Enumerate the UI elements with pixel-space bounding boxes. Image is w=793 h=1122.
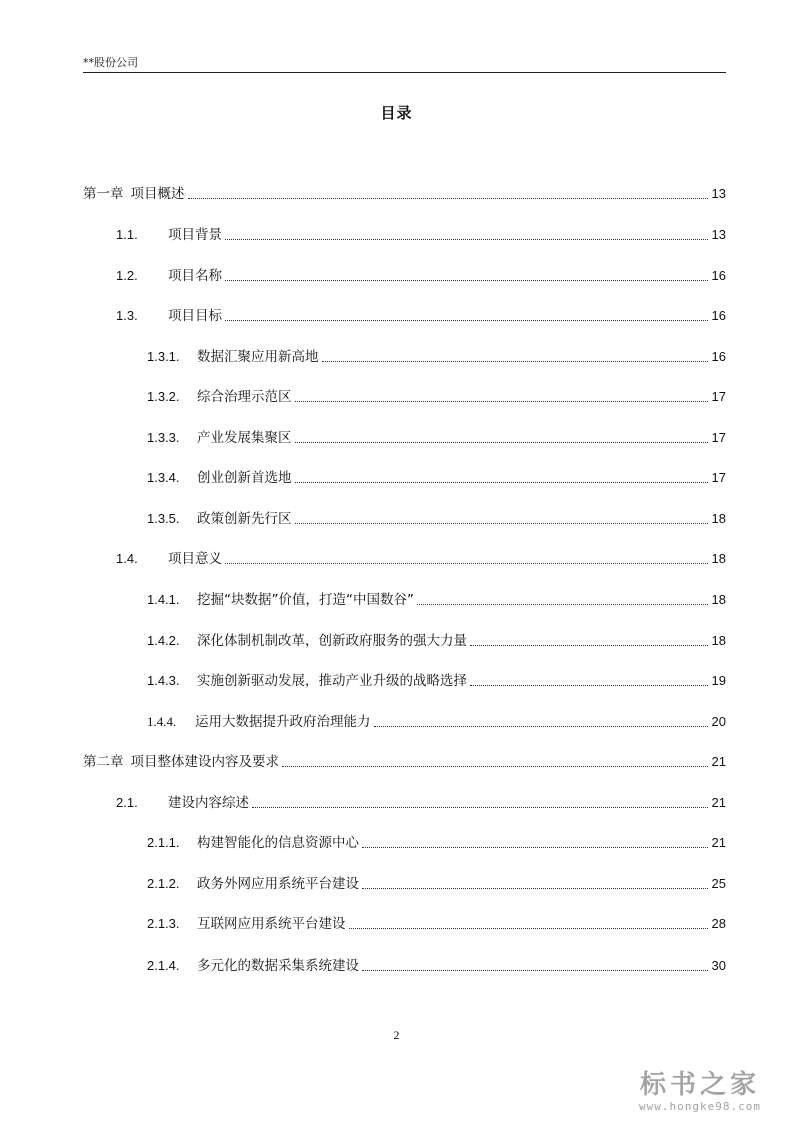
toc-entry-text: 项目整体建设内容及要求 bbox=[130, 754, 279, 770]
toc-entry-page: 21 bbox=[711, 754, 726, 769]
toc-entry-text: 项目背景 bbox=[168, 227, 222, 243]
toc-entry-page: 16 bbox=[711, 308, 726, 323]
toc-leader bbox=[225, 563, 708, 564]
toc-entry-1-4-2[interactable] bbox=[147, 630, 726, 650]
toc-entry-page: 18 bbox=[711, 511, 726, 526]
toc-leader bbox=[470, 645, 708, 646]
toc-leader bbox=[362, 888, 708, 889]
toc-entry-1-3-1[interactable] bbox=[147, 346, 726, 366]
toc-entry-text: 政策创新先行区 bbox=[197, 511, 292, 527]
toc-entry-page: 20 bbox=[711, 714, 726, 729]
toc-entry-2-1[interactable] bbox=[116, 792, 726, 812]
toc-entry-number: 1.3.5. bbox=[147, 511, 180, 526]
toc-entry-text: 政务外网应用系统平台建设 bbox=[197, 876, 359, 892]
toc-leader bbox=[322, 361, 708, 362]
toc-entry-page: 18 bbox=[711, 592, 726, 607]
toc-entry-number: 2.1.2. bbox=[147, 876, 180, 891]
toc-entry-text: 数据汇聚应用新高地 bbox=[197, 349, 319, 365]
toc-entry-1-3-2[interactable] bbox=[147, 386, 726, 406]
toc-entry-page: 16 bbox=[711, 268, 726, 283]
toc-entry-text: 综合治理示范区 bbox=[197, 389, 292, 405]
toc-entry-number: 1.2. bbox=[116, 268, 138, 283]
toc-entry-2-1-3[interactable] bbox=[147, 913, 726, 933]
toc-entry-page: 28 bbox=[711, 916, 726, 931]
toc-title: 目录 bbox=[380, 104, 413, 122]
toc-leader bbox=[252, 807, 708, 808]
toc-leader bbox=[295, 401, 708, 402]
toc-entry-page: 18 bbox=[711, 633, 726, 648]
toc-entry-text: 构建智能化的信息资源中心 bbox=[197, 835, 359, 851]
toc-entry-text: 挖掘“块数据”价值，打造“中国数谷” bbox=[197, 592, 414, 608]
toc-leader bbox=[295, 482, 708, 483]
toc-entry-number: 1.3.4. bbox=[147, 470, 180, 485]
toc-leader bbox=[225, 320, 708, 321]
toc-entry-number: 第一章 bbox=[83, 186, 124, 202]
toc-leader bbox=[417, 604, 708, 605]
toc-leader bbox=[225, 239, 708, 240]
toc-entry-text: 互联网应用系统平台建设 bbox=[197, 916, 346, 932]
toc-leader bbox=[470, 685, 708, 686]
toc-entry-1-1[interactable] bbox=[116, 224, 726, 244]
toc-entry-text: 产业发展集聚区 bbox=[197, 430, 292, 446]
toc-leader bbox=[295, 442, 708, 443]
toc-leader bbox=[188, 198, 708, 199]
toc-entry-number: 1.3.1. bbox=[147, 349, 180, 364]
toc-entry-number: 1.3. bbox=[116, 308, 138, 323]
page-number: 2 bbox=[393, 1028, 400, 1042]
toc-entry-page: 21 bbox=[711, 835, 726, 850]
toc-entry-number: 1.4.2. bbox=[147, 633, 180, 648]
toc-entry-text: 项目意义 bbox=[168, 551, 222, 567]
toc-entry-text: 多元化的数据采集系统建设 bbox=[197, 958, 359, 974]
toc-entry-text: 项目目标 bbox=[168, 308, 222, 324]
toc-entry-page: 13 bbox=[711, 186, 726, 201]
toc-entry-2-1-4[interactable] bbox=[147, 955, 726, 975]
toc-entry-1-2[interactable] bbox=[116, 265, 726, 285]
toc-entry-1-3-4[interactable] bbox=[147, 467, 726, 487]
toc-leader bbox=[374, 726, 708, 727]
toc-entry-number: 1.1. bbox=[116, 227, 138, 242]
toc-leader bbox=[295, 523, 708, 524]
toc-entry-text: 创业创新首选地 bbox=[197, 470, 292, 486]
toc-entry-page: 17 bbox=[711, 430, 726, 445]
toc-entry-page: 19 bbox=[711, 673, 726, 688]
toc-entry-page: 25 bbox=[711, 876, 726, 891]
toc-entry-1-4[interactable] bbox=[116, 548, 726, 568]
watermark bbox=[625, 1070, 775, 1114]
toc-entry-number: 2.1.1. bbox=[147, 835, 180, 850]
toc-leader bbox=[282, 766, 708, 767]
toc-entry-page: 16 bbox=[711, 349, 726, 364]
toc-entry-text: 实施创新驱动发展，推动产业升级的战略选择 bbox=[197, 673, 467, 689]
toc-entry-text: 项目概述 bbox=[130, 186, 185, 202]
toc-entry-number: 2.1.3. bbox=[147, 916, 180, 931]
toc-entry-number: 2.1.4. bbox=[147, 958, 180, 973]
toc-entry-text: 运用大数据提升政府治理能力 bbox=[195, 714, 371, 730]
toc-entry-text: 项目名称 bbox=[168, 268, 222, 284]
toc-entry-number: 1.4.4. bbox=[147, 714, 177, 729]
toc-entry-number: 第二章 bbox=[83, 754, 124, 770]
toc-entry-number: 1.4. bbox=[116, 551, 138, 566]
toc-entry-number: 1.4.1. bbox=[147, 592, 180, 607]
toc-entry-text: 深化体制机制改革，创新政府服务的强大力量 bbox=[197, 633, 467, 649]
toc-entry-chapter-1[interactable] bbox=[83, 183, 726, 203]
toc-entry-page: 17 bbox=[711, 389, 726, 404]
toc-entry-2-1-2[interactable] bbox=[147, 873, 726, 893]
toc-entry-number: 1.3.2. bbox=[147, 389, 180, 404]
page-header bbox=[83, 56, 726, 73]
toc-entry-1-4-3[interactable] bbox=[147, 670, 726, 690]
toc-entry-1-3-5[interactable] bbox=[147, 508, 726, 528]
toc-entry-2-1-1[interactable] bbox=[147, 832, 726, 852]
toc-leader bbox=[349, 928, 708, 929]
toc-entry-page: 18 bbox=[711, 551, 726, 566]
company-name: **股份公司 bbox=[83, 56, 138, 69]
toc-entry-page: 21 bbox=[711, 795, 726, 810]
toc-entry-number: 1.4.3. bbox=[147, 673, 180, 688]
toc-leader bbox=[225, 280, 708, 281]
toc-leader bbox=[362, 970, 708, 971]
watermark-logo-text: 标书之家 bbox=[639, 1070, 760, 1100]
watermark-url: www.hongke98.com bbox=[639, 1100, 761, 1113]
toc-entry-page: 30 bbox=[711, 958, 726, 973]
toc-leader bbox=[362, 847, 708, 848]
toc-entry-1-3-3[interactable] bbox=[147, 427, 726, 447]
toc-entry-page: 13 bbox=[711, 227, 726, 242]
toc-entry-text: 建设内容综述 bbox=[168, 795, 249, 811]
toc-entry-1-4-1[interactable] bbox=[147, 589, 726, 609]
toc-entry-1-3[interactable] bbox=[116, 305, 726, 325]
toc-entry-number: 2.1. bbox=[116, 795, 138, 810]
toc-entry-number: 1.3.3. bbox=[147, 430, 180, 445]
toc-entry-1-4-4[interactable] bbox=[147, 711, 726, 731]
toc-entry-chapter-2[interactable] bbox=[83, 751, 726, 771]
toc-entry-page: 17 bbox=[711, 470, 726, 485]
